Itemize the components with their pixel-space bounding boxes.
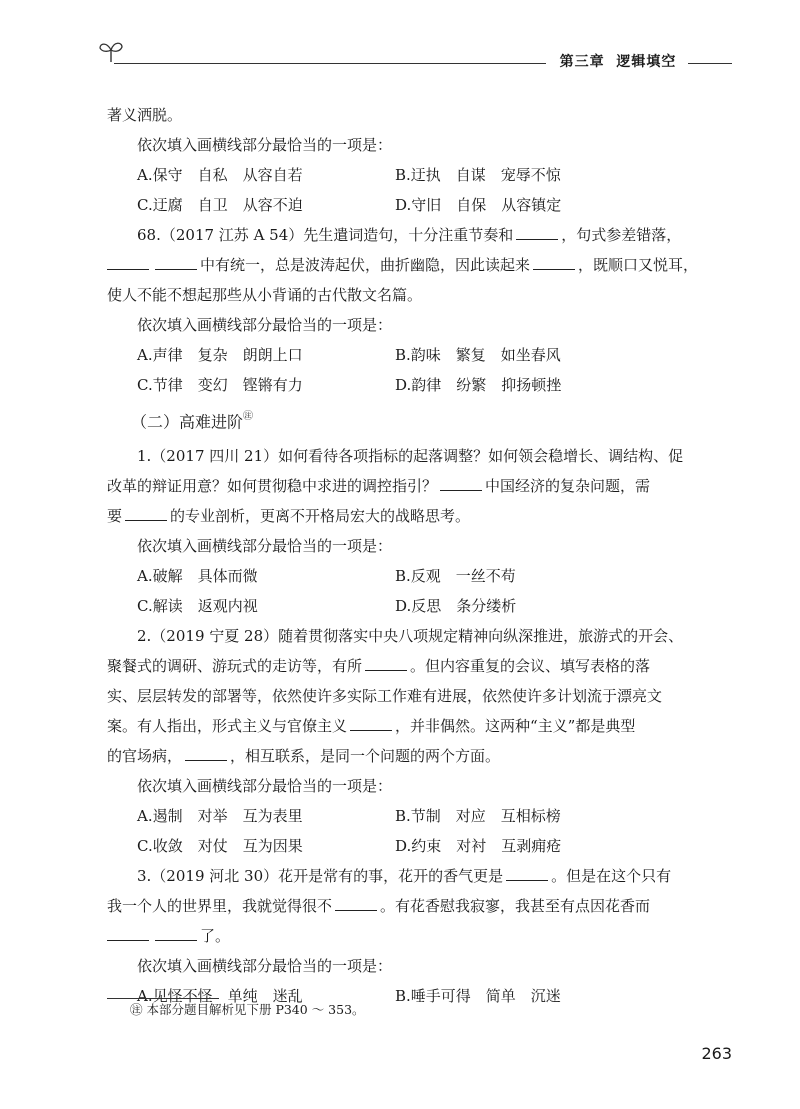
text-segment: 我一个人的世界里，我就觉得很不 — [107, 897, 333, 916]
text-line — [107, 681, 727, 711]
text-line — [107, 621, 727, 651]
text-segment: ，并非偶然。这两种“主义”都是典型 — [395, 717, 636, 736]
text-line — [107, 471, 727, 501]
fill-in-blank — [365, 656, 407, 671]
text-segment: 了。 — [200, 927, 231, 946]
text-line — [107, 891, 727, 921]
page-body — [107, 100, 727, 1011]
section-title: （二）高难进阶 — [131, 412, 244, 432]
text-segment: 改革的辩证用意？如何贯彻稳中求进的调控指引？ — [107, 477, 438, 496]
text-segment: 案。有人指出，形式主义与官僚主义 — [107, 717, 348, 736]
page-header — [96, 36, 736, 70]
text-segment: 依次填入画横线部分最恰当的一项是： — [137, 537, 393, 556]
text-segment: ，既顺口又悦耳， — [578, 256, 699, 274]
fill-in-blank — [155, 926, 197, 941]
answer-option: B.节制 对应 互相标榜 — [395, 807, 561, 826]
text-segment: 3.（2019 河北 30）花开是常有的事，花开的香气更是 — [137, 867, 504, 886]
text-line — [107, 280, 727, 310]
text-line — [107, 441, 727, 471]
text-line — [107, 250, 727, 280]
leaf-icon — [96, 36, 126, 66]
text-segment: 要 — [107, 507, 123, 526]
fill-in-blank — [155, 255, 197, 270]
answer-option: A.保守 自私 从容自若 — [137, 166, 303, 184]
answer-option: D.守旧 自保 从容镇定 — [395, 196, 562, 214]
text-line — [107, 310, 727, 340]
footnote-mark: ㊟ — [243, 411, 254, 422]
footnote-rule — [107, 998, 219, 999]
text-line — [107, 501, 727, 531]
header-rule-left — [114, 63, 546, 64]
fill-in-blank — [185, 746, 227, 761]
answer-options — [107, 340, 727, 370]
text-segment: 中国经济的复杂问题，需 — [485, 477, 651, 496]
answer-option: D.韵律 纷繁 抑扬顿挫 — [395, 376, 562, 394]
answer-option: D.约束 对衬 互剥痈疮 — [395, 837, 562, 856]
answer-options — [107, 370, 727, 400]
text-line — [107, 951, 727, 981]
fill-in-blank — [107, 255, 149, 270]
answer-options — [107, 160, 727, 190]
text-segment: 聚餐式的调研、游玩式的走访等，有所 — [107, 657, 363, 676]
answer-option: C.收敛 对仗 互为因果 — [137, 837, 303, 856]
answer-options — [107, 561, 727, 591]
fill-in-blank — [125, 506, 167, 521]
text-segment: 2.（2019 宁夏 28）随着贯彻落实中央八项规定精神向纵深推进，旅游式的开会、 — [137, 627, 684, 646]
text-segment: 依次填入画横线部分最恰当的一项是： — [137, 136, 393, 154]
text-segment: 68.（2017 江苏 A 54）先生遣词造句，十分注重节奏和 — [137, 226, 514, 244]
text-segment: 著义洒脱。 — [107, 106, 183, 124]
text-line — [107, 711, 727, 741]
text-segment: 依次填入画横线部分最恰当的一项是： — [137, 957, 393, 976]
fill-in-blank — [107, 926, 149, 941]
fill-in-blank — [335, 896, 377, 911]
text-segment: 依次填入画横线部分最恰当的一项是： — [137, 777, 393, 796]
answer-option: A.声律 复杂 朗朗上口 — [137, 346, 303, 364]
header-rule-right — [688, 63, 732, 64]
answer-options — [107, 831, 727, 861]
text-line — [107, 771, 727, 801]
fill-in-blank — [440, 476, 482, 491]
text-segment: 1.（2017 四川 21）如何看待各项指标的起落调整？如何领会稳增长、调结构、促 — [137, 447, 684, 466]
fill-in-blank — [506, 866, 548, 881]
text-line — [107, 921, 727, 951]
text-segment: 。有花香慰我寂寥，我甚至有点因花香而 — [380, 897, 651, 916]
answer-option: C.解读 返观内视 — [137, 597, 258, 616]
text-line — [107, 100, 727, 130]
answer-option: C.节律 变幻 铿锵有力 — [137, 376, 303, 394]
text-segment: 。但是在这个只有 — [551, 867, 672, 886]
answer-option: A.见怪不怪 单纯 迷乱 — [137, 987, 303, 1006]
chapter-title: 逻辑填空 — [616, 54, 677, 70]
fill-in-blank — [516, 225, 558, 240]
answer-options — [107, 190, 727, 220]
text-line — [107, 741, 727, 771]
text-segment: ，句式参差错落， — [561, 226, 682, 244]
text-segment: 实、层层转发的部署等，依然使许多实际工作难有进展，依然使许多计划流于漂亮文 — [107, 687, 663, 706]
answer-option: A.破解 具体而微 — [137, 567, 258, 586]
text-segment: 中有统一，总是波涛起伏，曲折幽隐，因此读起来 — [200, 256, 531, 274]
answer-option: B.迂执 自谋 宠辱不惊 — [395, 166, 561, 184]
text-segment: 使人不能不想起那些从小背诵的古代散文名篇。 — [107, 286, 423, 304]
fill-in-blank — [350, 716, 392, 731]
section-heading — [107, 400, 727, 441]
chapter-heading — [548, 51, 688, 71]
text-segment: 。但内容重复的会议、填写表格的落 — [410, 657, 651, 676]
answer-options — [107, 801, 727, 831]
answer-option: A.遏制 对举 互为表里 — [137, 807, 303, 826]
text-segment: 的官场病， — [107, 747, 183, 766]
page-number: 263 — [701, 1044, 732, 1063]
answer-option: D.反思 条分缕析 — [395, 597, 517, 616]
text-line — [107, 531, 727, 561]
answer-option: B.反观 一丝不苟 — [395, 567, 516, 586]
text-segment: ，相互联系，是同一个问题的两个方面。 — [230, 747, 501, 766]
text-line — [107, 130, 727, 160]
answer-options — [107, 591, 727, 621]
fill-in-blank — [533, 255, 575, 270]
text-segment: 依次填入画横线部分最恰当的一项是： — [137, 316, 393, 334]
text-line — [107, 861, 727, 891]
text-line — [107, 651, 727, 681]
answer-option: B.韵味 繁复 如坐春风 — [395, 346, 561, 364]
answer-option: C.迂腐 自卫 从容不迫 — [137, 196, 303, 214]
chapter-number: 第三章 — [559, 54, 605, 70]
footnote: ㊟ 本部分题目解析见下册 P340 ～ 353。 — [130, 1002, 365, 1017]
text-segment: 的专业剖析，更离不开格局宏大的战略思考。 — [170, 507, 471, 526]
text-line — [107, 220, 727, 250]
answer-option: B.唾手可得 简单 沉迷 — [395, 987, 561, 1006]
